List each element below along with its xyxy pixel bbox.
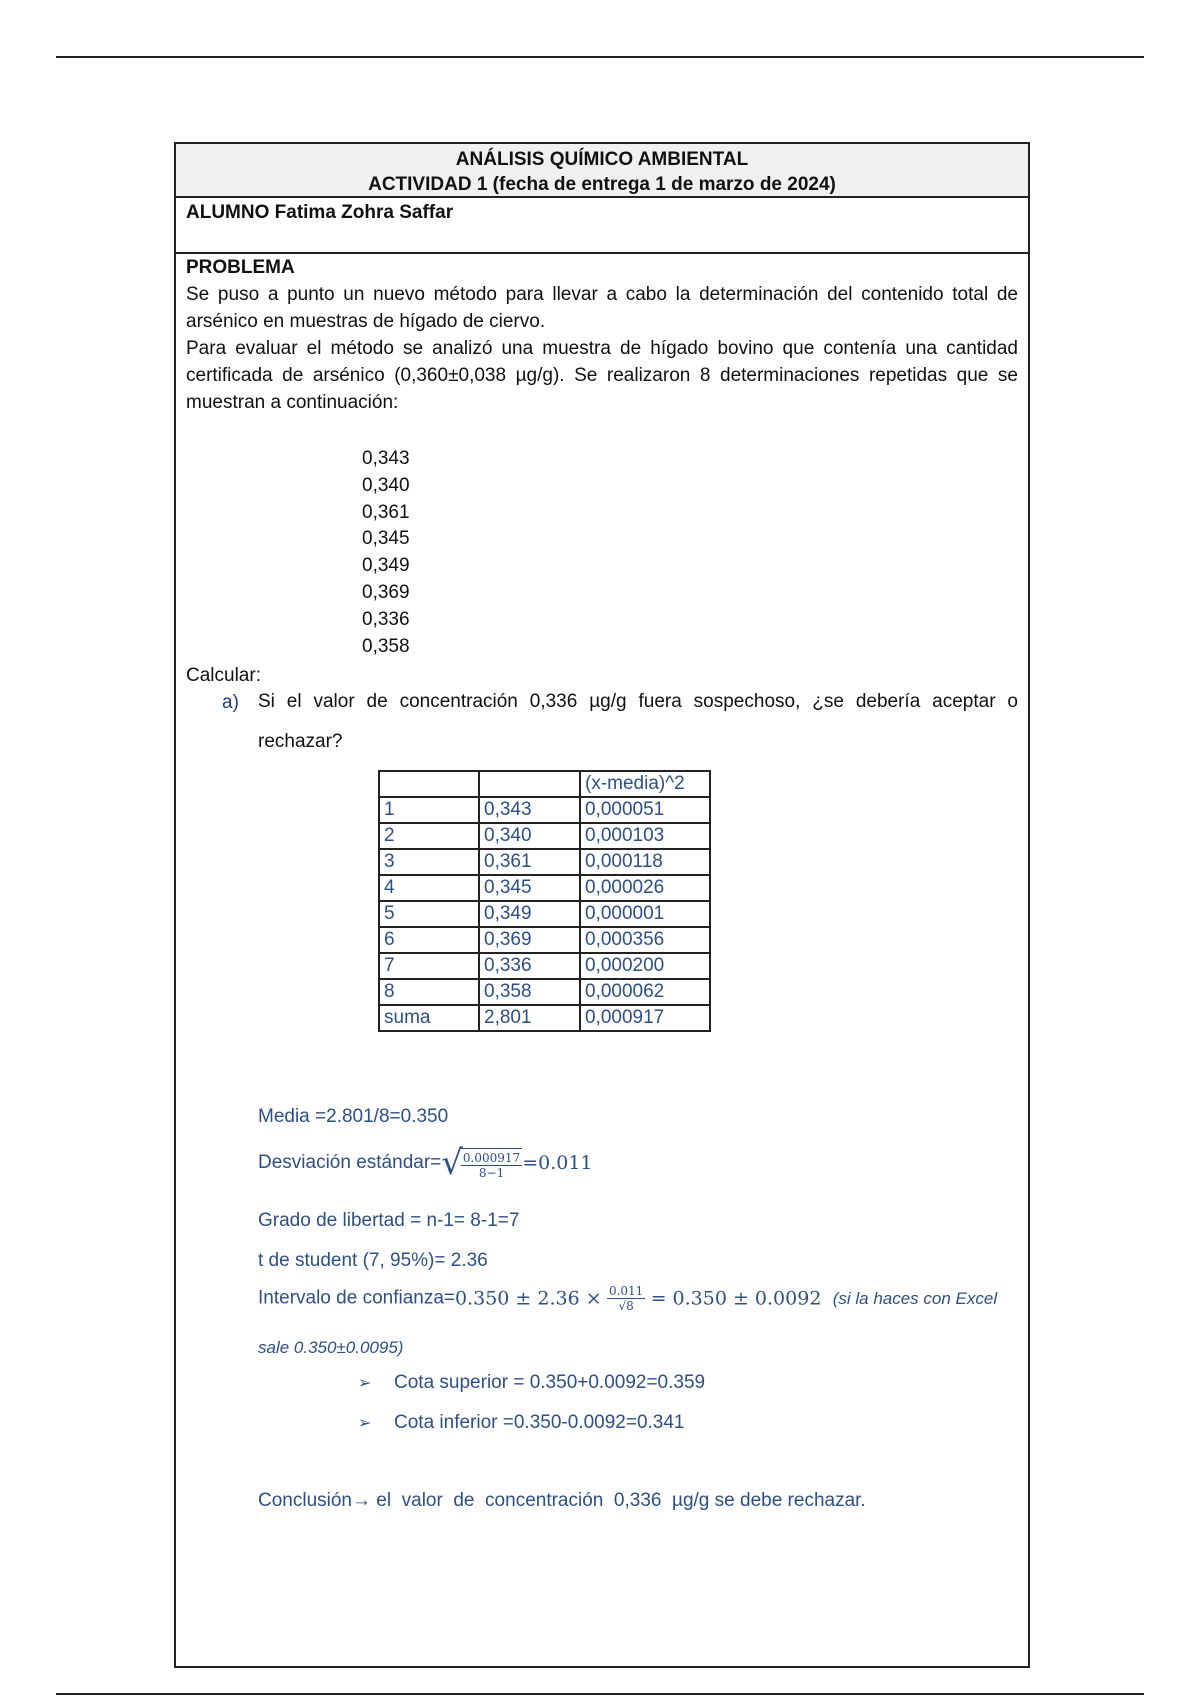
student-row [176, 198, 1028, 254]
sqrt-expression [441, 1144, 522, 1182]
activity-sheet [174, 142, 1030, 1668]
calculate-label: Calcular: [186, 665, 261, 687]
ci-fraction [607, 1284, 645, 1313]
table-cell: 2,801 [479, 1005, 580, 1031]
question-text: Si el valor de concentración 0,336 µg/g fuera sospechoso, ¿se debería aceptar o rechazar? [258, 691, 1018, 753]
measurement-value: 0,345 [362, 528, 410, 550]
table-cell: 0,000051 [580, 797, 710, 823]
table-row [379, 849, 710, 875]
table-cell [379, 771, 479, 797]
conclusion-text: el valor de concentración 0,336 µg/g se debe rechazar. [371, 1490, 866, 1511]
activity-title: ACTIVIDAD 1 (fecha de entrega 1 de marzo de 2024) [368, 174, 836, 195]
table-cell: 0,000062 [580, 979, 710, 1005]
arrow-bullet-icon: ➢ [358, 1415, 372, 1432]
measurement-value: 0,369 [362, 581, 410, 603]
problem-section [176, 254, 1028, 762]
student-name: ALUMNO Fatima Zohra Saffar [186, 202, 454, 223]
table-sum-row [379, 1005, 710, 1031]
table-cell: 0,369 [479, 927, 580, 953]
table-row [379, 875, 710, 901]
measurement-value: 0,358 [362, 635, 410, 657]
confidence-interval-line [258, 1284, 997, 1313]
std-dev-line [258, 1144, 593, 1182]
arrow-bullet-icon: ➢ [358, 1375, 372, 1392]
table-row [379, 823, 710, 849]
question-a [222, 689, 1018, 762]
table-cell: 0,000200 [580, 953, 710, 979]
sqrt-icon: √ [441, 1143, 463, 1183]
course-title: ANÁLISIS QUÍMICO AMBIENTAL [455, 149, 749, 170]
problem-title: PROBLEMA [186, 257, 295, 278]
table-cell: 3 [379, 849, 479, 875]
table-cell: suma [379, 1005, 479, 1031]
table-cell: 8 [379, 979, 479, 1005]
question-letter: a) [222, 692, 239, 714]
right-arrow-icon: → [352, 1490, 371, 1511]
table-cell: 5 [379, 901, 479, 927]
t-student-line: t de student (7, 95%)= 2.36 [258, 1250, 488, 1271]
measurement-value: 0,340 [362, 474, 410, 496]
table-cell: 0,000118 [580, 849, 710, 875]
deviation-table [378, 770, 711, 1032]
table-header-row [379, 771, 710, 797]
std-dev-result: =0.011 [522, 1152, 593, 1174]
lower-bound-item [358, 1412, 685, 1434]
table-cell: 0,000103 [580, 823, 710, 849]
sqrt-radicand [461, 1148, 522, 1182]
table-cell: 0,000917 [580, 1005, 710, 1031]
table-cell: 0,336 [479, 953, 580, 979]
excel-note-part-1: (si la haces con Excel [832, 1288, 998, 1308]
page-top-rule [56, 56, 1144, 58]
fraction-numerator: 0.011 [608, 1284, 644, 1298]
table-row [379, 927, 710, 953]
table-cell: 6 [379, 927, 479, 953]
ci-expression-left: 0.350 ± 2.36 × [455, 1287, 602, 1310]
table-cell: 0,340 [479, 823, 580, 849]
fraction-denominator: 8−1 [478, 1166, 505, 1180]
table-cell: 4 [379, 875, 479, 901]
table-cell: 0,000356 [580, 927, 710, 953]
problem-paragraph-1: Se puso a punto un nuevo método para llevar a cabo la determinación del contenido total de arsénico en muestras de hígado de ciervo. [186, 284, 1018, 332]
table-cell: 0,343 [479, 797, 580, 823]
table-cell: 1 [379, 797, 479, 823]
upper-bound-item [358, 1372, 705, 1394]
lower-bound-text: Cota inferior =0.350-0.0092=0.341 [394, 1412, 685, 1433]
problem-paragraph-2: Para evaluar el método se analizó una muestra de hígado bovino que contenía una cantidad certificada de arsénico (0,360±0,038 µg/g). Se realizaron 8 determinaciones repetidas que se muestran a continuación: [186, 338, 1018, 413]
fraction-numerator: 0.000917 [462, 1151, 521, 1165]
ci-expression-right: = 0.350 ± 0.0092 [650, 1287, 822, 1310]
table-row [379, 901, 710, 927]
measurement-value: 0,349 [362, 555, 410, 577]
std-dev-label: Desviación estándar= [258, 1152, 442, 1173]
conclusion-label: Conclusión [258, 1490, 352, 1511]
table-row [379, 797, 710, 823]
measurement-value: 0,361 [362, 501, 410, 523]
sheet-header [176, 144, 1028, 198]
excel-note-part-2: sale 0.350±0.0095) [258, 1338, 404, 1357]
table-cell: 2 [379, 823, 479, 849]
table-cell: 0,345 [479, 875, 580, 901]
upper-bound-text: Cota superior = 0.350+0.0092=0.359 [394, 1372, 706, 1393]
table-cell: 0,361 [479, 849, 580, 875]
table-row [379, 953, 710, 979]
table-cell [479, 771, 580, 797]
measurement-value: 0,343 [362, 448, 410, 469]
table-cell: 7 [379, 953, 479, 979]
degrees-of-freedom-line: Grado de libertad = n-1= 8-1=7 [258, 1210, 520, 1231]
conclusion-line [258, 1490, 866, 1512]
table-cell: 0,349 [479, 901, 580, 927]
table-cell: 0,000026 [580, 875, 710, 901]
ci-label: Intervalo de confianza= [258, 1287, 455, 1309]
measurement-list [362, 446, 1018, 660]
fraction-denominator: √8 [618, 1299, 634, 1313]
table-cell: 0,358 [479, 979, 580, 1005]
mean-line: Media =2.801/8=0.350 [258, 1106, 449, 1127]
measurement-value: 0,336 [362, 608, 410, 630]
table-row [379, 979, 710, 1005]
std-dev-fraction [461, 1151, 522, 1180]
page-bottom-rule [56, 1693, 1144, 1695]
table-cell: 0,000001 [580, 901, 710, 927]
table-header-squared-deviation: (x-media)^2 [580, 771, 710, 797]
